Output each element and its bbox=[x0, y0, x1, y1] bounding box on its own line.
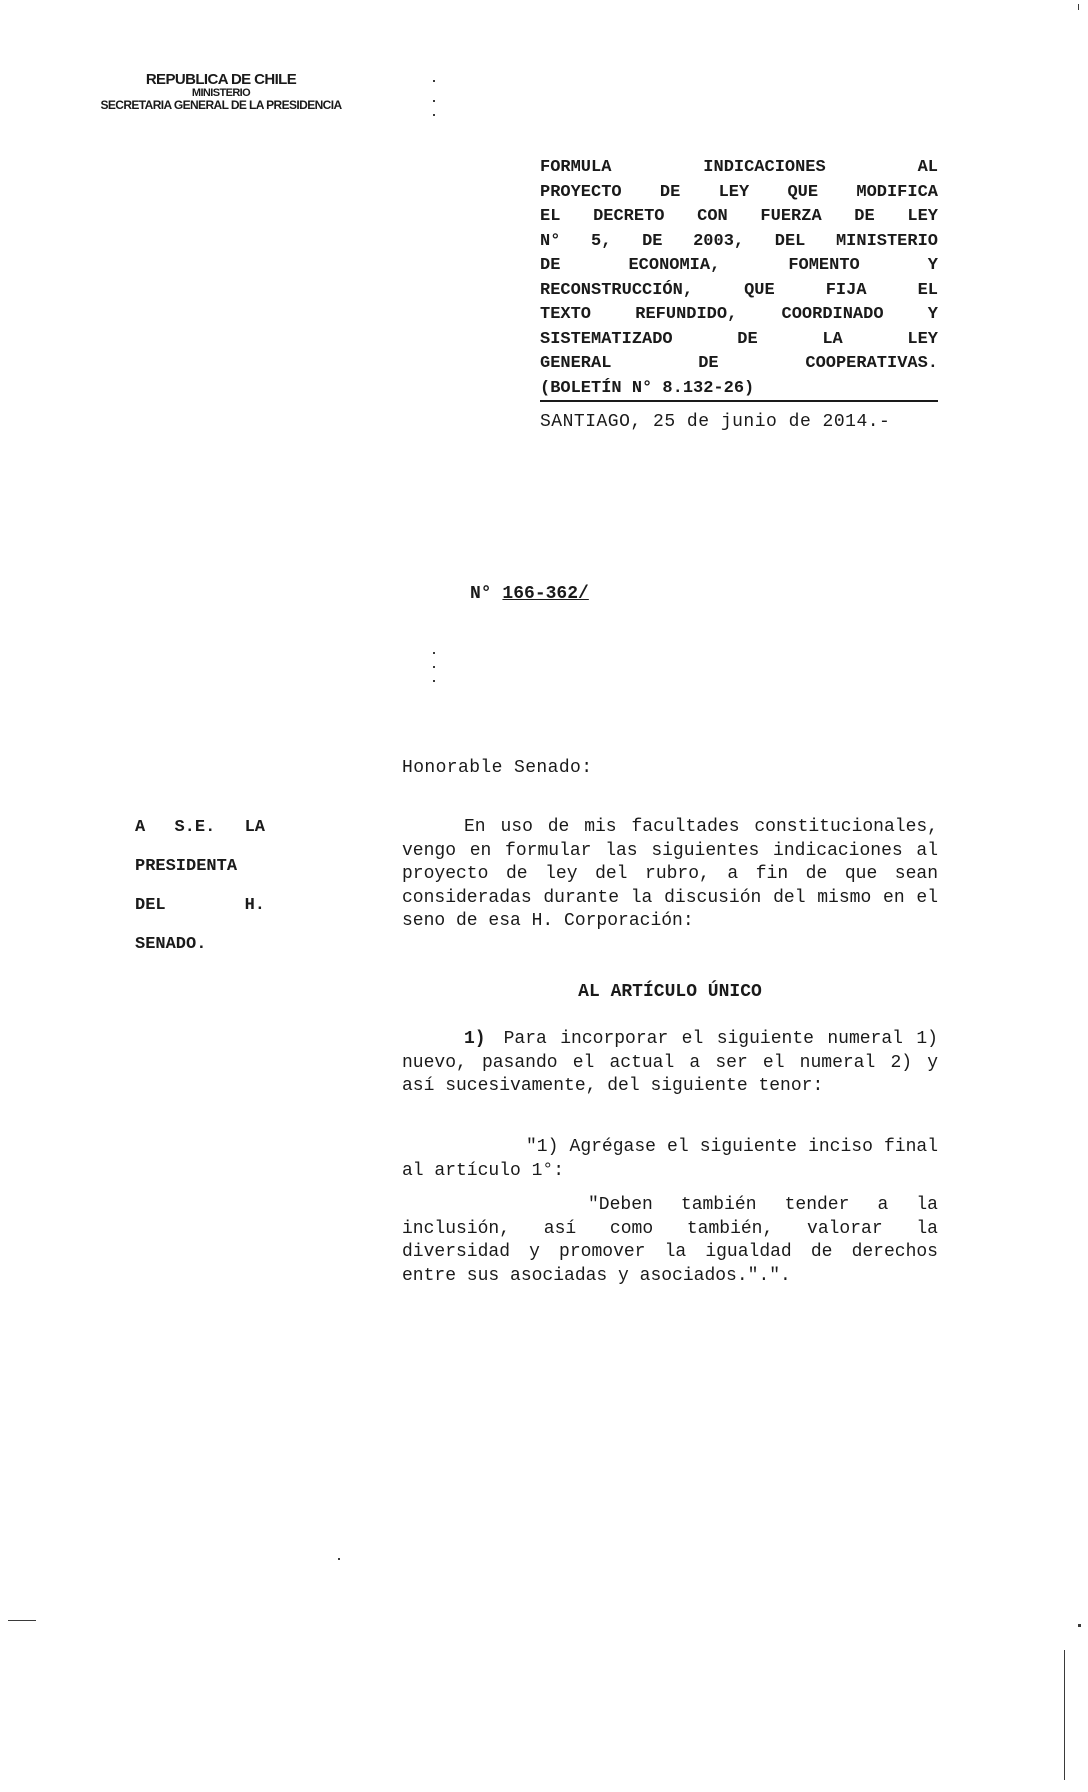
subject-line: GENERAL DE COOPERATIVAS. bbox=[540, 354, 938, 373]
scan-speck bbox=[433, 666, 435, 668]
scan-speck bbox=[433, 114, 435, 116]
quoted-amendment bbox=[402, 1136, 938, 1183]
intro-text: En uso de mis facultades constitucionales, vengo en formular las siguientes indicaciones al proyecto de ley del rubro, a fin de que sean consideradas durante la discusión del mismo en el seno de esa H. Corporación: bbox=[402, 817, 938, 931]
place-and-date: SANTIAGO, 25 de junio de 2014.- bbox=[540, 412, 891, 432]
letterhead-ministry: MINISTERIO bbox=[191, 86, 251, 99]
subject-line: SISTEMATIZADO DE LA LEY bbox=[540, 329, 938, 349]
addressee-line: PRESIDENTA bbox=[135, 857, 238, 876]
scan-speck bbox=[433, 680, 435, 682]
indication-text: Para incorporar el siguiente numeral 1) nuevo, pasando el actual a ser el numeral 2) y así sucesivamente, del siguiente tenor: bbox=[402, 1029, 938, 1096]
indication-paragraph bbox=[402, 1028, 938, 1099]
addressee-line bbox=[135, 886, 265, 925]
quoted-inciso bbox=[402, 1194, 938, 1288]
scan-speck bbox=[338, 1558, 340, 1560]
addressee-word: S.E. bbox=[174, 818, 216, 837]
subject-block bbox=[540, 156, 938, 401]
article-heading: AL ARTÍCULO ÚNICO bbox=[578, 982, 762, 1002]
addressee-word: LA bbox=[244, 818, 265, 837]
subject-line: (BOLETÍN N° 8.132-26) bbox=[540, 378, 755, 398]
letterhead-country: REPUBLICA DE CHILE bbox=[145, 71, 297, 88]
addressee-word: H. bbox=[244, 896, 265, 915]
subject-line: N° 5, DE 2003, DEL MINISTERIO bbox=[540, 231, 938, 251]
addressee-word: A bbox=[135, 818, 146, 837]
subject-divider bbox=[540, 400, 938, 402]
indication-number: 1) bbox=[464, 1029, 486, 1049]
scan-speck bbox=[433, 652, 435, 654]
addressee-word: DEL bbox=[135, 896, 166, 915]
document-number-prefix: N° bbox=[470, 584, 492, 604]
addressee-block bbox=[135, 808, 265, 964]
scan-speck bbox=[8, 1620, 36, 1621]
quoted-inciso-text: "Deben también tender a la inclusión, así como también, valorar la diversidad y promover la igualdad de derechos entre sus asociadas y asociados.".". bbox=[402, 1195, 938, 1286]
indication-item bbox=[402, 1028, 938, 1099]
scan-speck bbox=[433, 100, 435, 102]
addressee-line: SENADO. bbox=[135, 935, 207, 954]
intro-paragraph bbox=[402, 816, 938, 934]
subject-line: DE ECONOMIA, FOMENTO Y bbox=[540, 256, 938, 275]
addressee-line bbox=[135, 808, 265, 847]
quoted-amendment-text: "1) Agrégase el siguiente inciso final al artículo 1°: bbox=[402, 1137, 938, 1181]
document-number bbox=[470, 584, 589, 604]
scan-speck bbox=[1078, 1624, 1081, 1627]
subject-line: TEXTO REFUNDIDO, COORDINADO Y bbox=[540, 305, 938, 324]
letterhead-office: SECRETARIA GENERAL DE LA PRESIDENCIA bbox=[100, 98, 342, 113]
subject-line: PROYECTO DE LEY QUE MODIFICA bbox=[540, 182, 938, 202]
subject-line: RECONSTRUCCIÓN, QUE FIJA EL bbox=[540, 280, 938, 300]
salutation: Honorable Senado: bbox=[402, 758, 593, 778]
document-number-value: 166-362/ bbox=[502, 584, 589, 604]
scan-speck bbox=[1064, 1650, 1065, 1780]
scan-speck bbox=[433, 80, 435, 82]
subject-line: FORMULA INDICACIONES AL bbox=[540, 158, 938, 177]
subject-line: EL DECRETO CON FUERZA DE LEY bbox=[540, 207, 938, 226]
letterhead bbox=[96, 72, 346, 112]
scan-speck bbox=[1078, 4, 1079, 10]
